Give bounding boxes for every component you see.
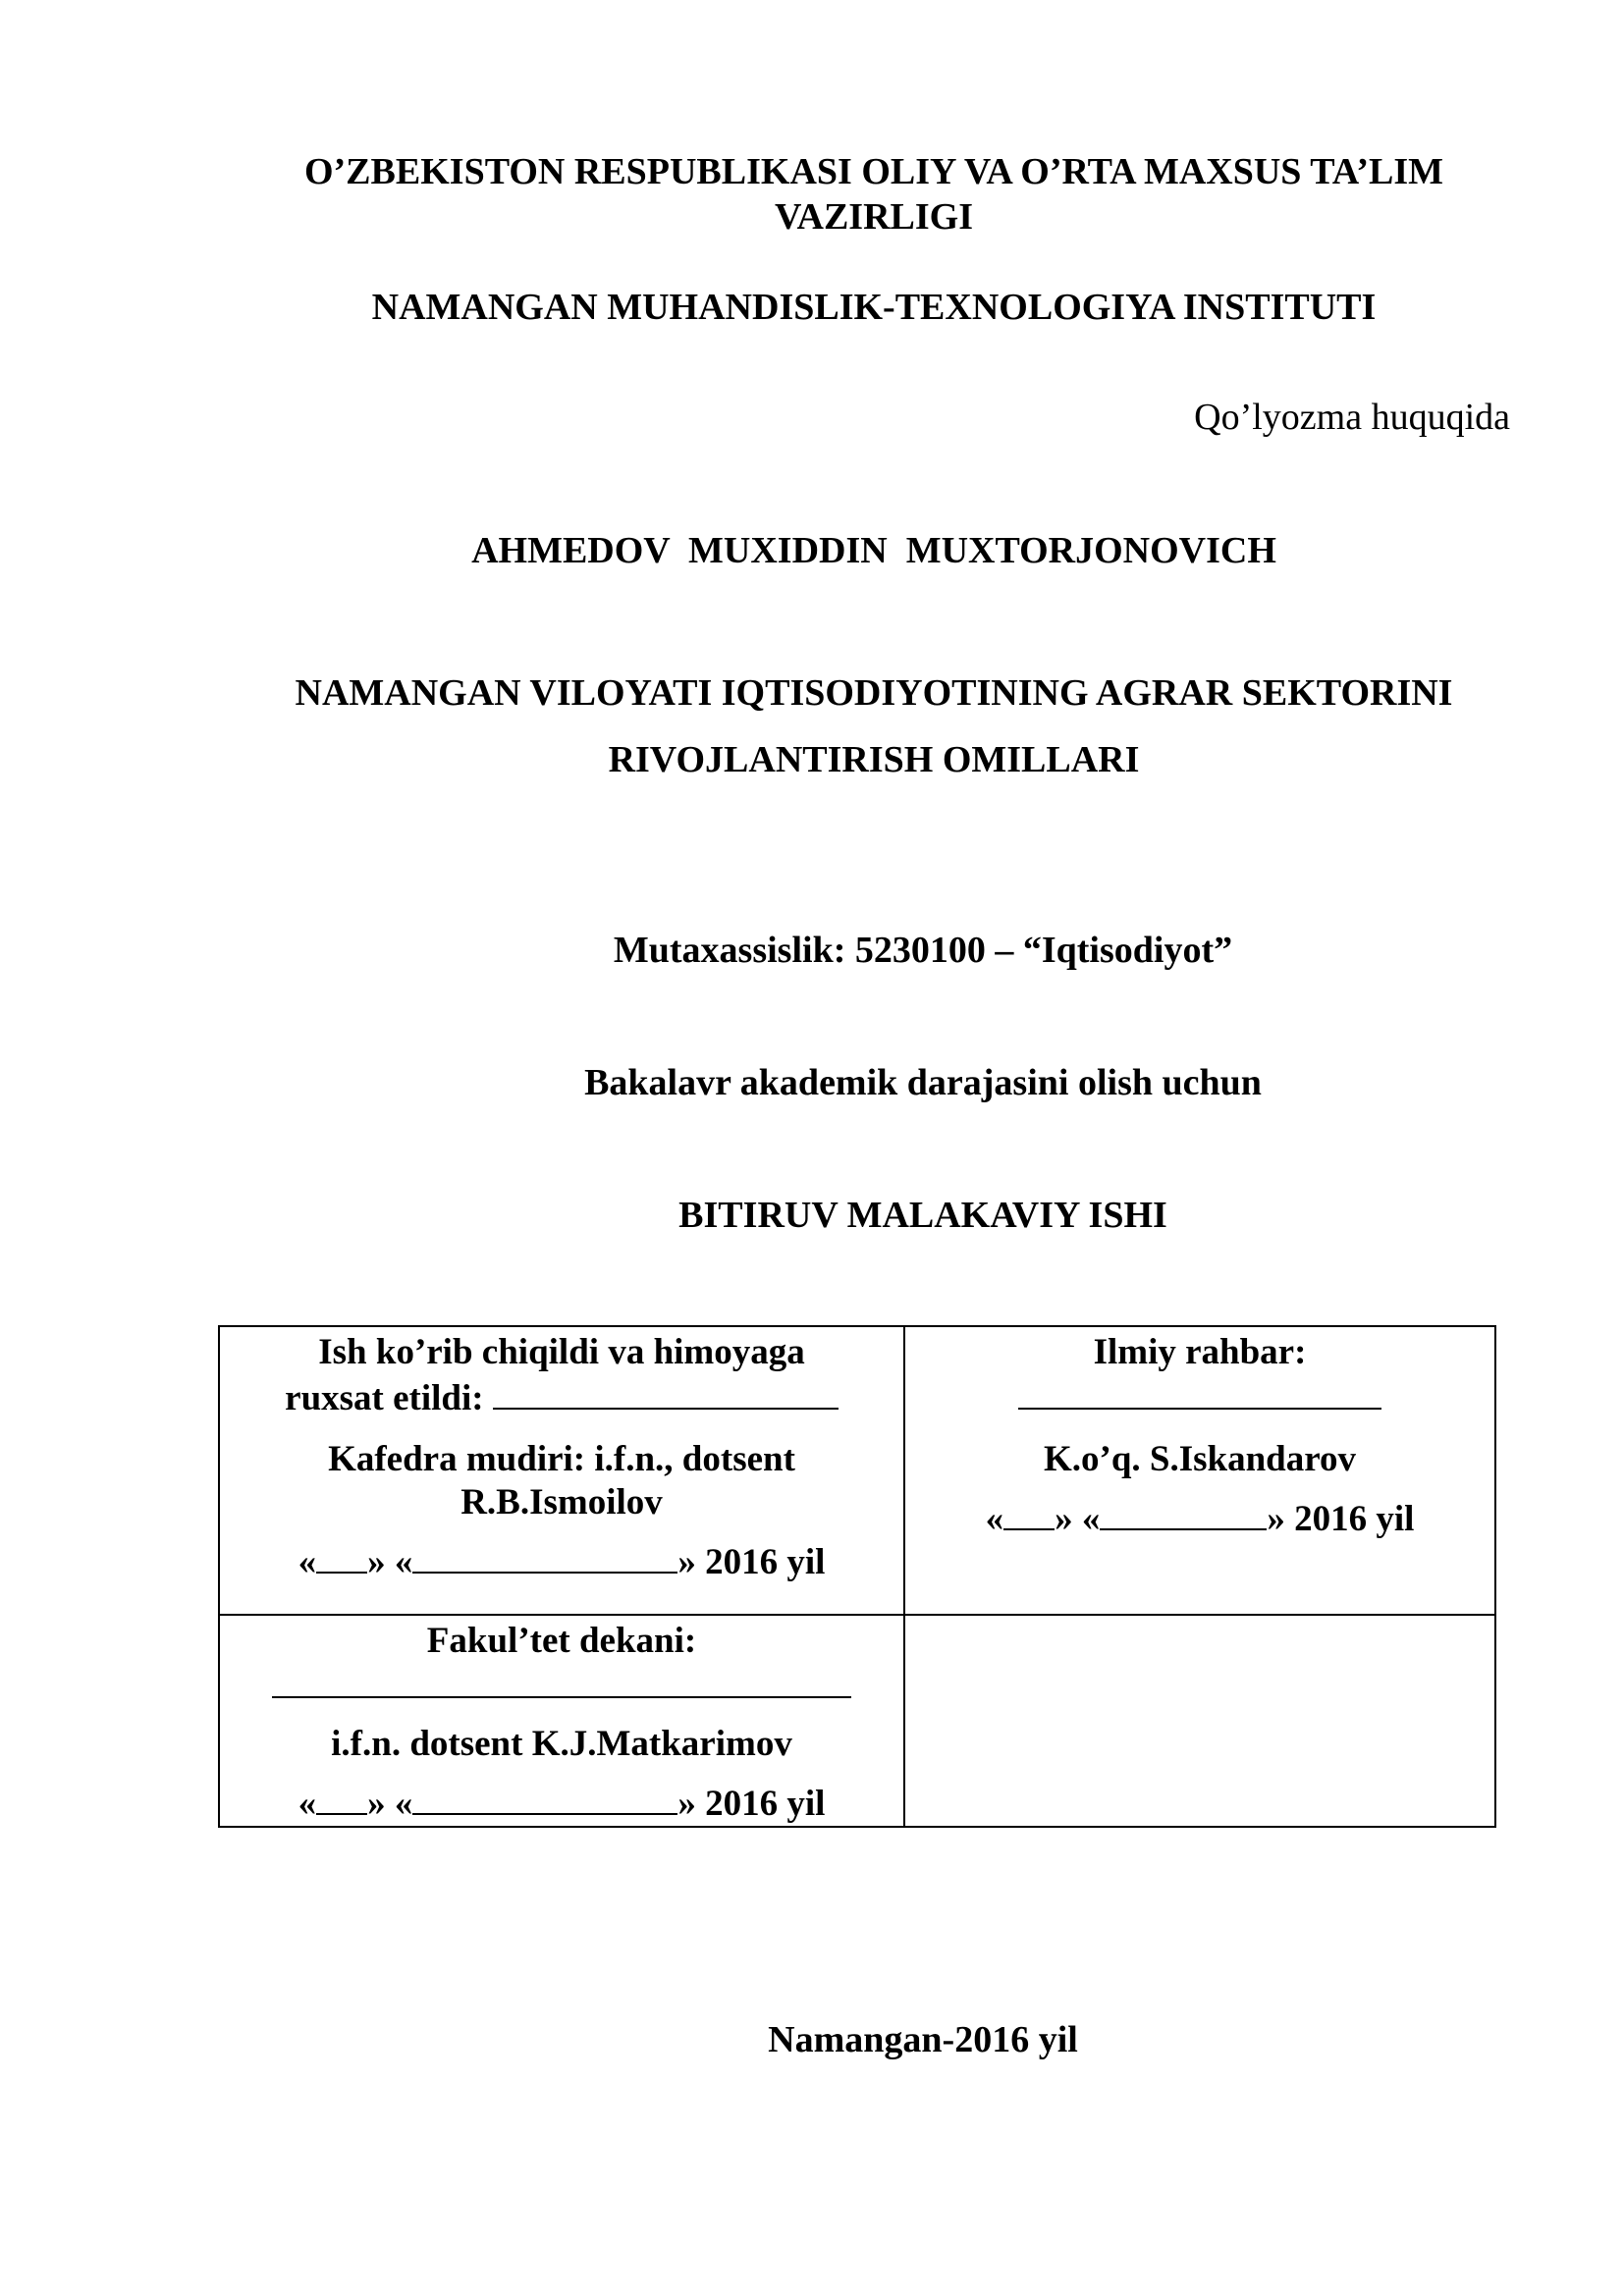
work-type: BITIRUV MALAKAVIY ISHI <box>678 1195 1167 1236</box>
degree-purpose: Bakalavr akademik darajasini olish uchun <box>584 1062 1262 1103</box>
month-blank <box>1100 1495 1267 1530</box>
approval-statement-line2 <box>240 1374 884 1420</box>
department-head-name: R.B.Ismoilov <box>460 1482 663 1522</box>
date-year: » 2016 yil <box>677 1542 826 1582</box>
city-year: Namangan-2016 yil <box>768 2019 1078 2060</box>
date-year: » 2016 yil <box>1267 1499 1415 1539</box>
date-year: » 2016 yil <box>677 1784 826 1824</box>
author-name: AHMEDOV MUXIDDIN MUXTORJONOVICH <box>471 530 1276 571</box>
day-blank <box>316 1538 367 1574</box>
supervisor-date-line <box>925 1495 1475 1541</box>
department-head-title: Kafedra mudiri: i.f.n., dotsent <box>328 1439 795 1479</box>
date-open-quote: « <box>298 1784 317 1824</box>
approval-row-1 <box>219 1326 1495 1615</box>
date-mid-quote: » « <box>367 1784 413 1824</box>
date-mid-quote: » « <box>367 1542 413 1582</box>
department-approval-cell <box>219 1326 904 1615</box>
approval-row-2 <box>219 1615 1495 1827</box>
month-blank <box>412 1780 677 1815</box>
dean-signature-row <box>240 1663 884 1709</box>
supervisor-signature-row <box>925 1374 1475 1420</box>
thesis-title: NAMANGAN VILOYATI IQTISODIYOTINING AGRAR SEKTORINI RIVOJLANTIRISH OMILLARI <box>295 672 1453 780</box>
manuscript-rights-note: Qo’lyozma huquqida <box>1194 397 1510 438</box>
date-open-quote: « <box>985 1499 1004 1539</box>
approval-table <box>218 1325 1496 1828</box>
signature-line <box>272 1663 851 1698</box>
supervisor-label: Ilmiy rahbar: <box>1093 1332 1307 1372</box>
approval-statement-text: ruxsat etildi: <box>285 1378 493 1418</box>
date-open-quote: « <box>298 1542 317 1582</box>
ministry-title: O’ZBEKISTON RESPUBLIKASI OLIY VA O’RTA MAXSUS TA’LIM VAZIRLIGI <box>303 151 1444 238</box>
dean-name: i.f.n. dotsent K.J.Matkarimov <box>331 1724 792 1764</box>
month-blank <box>412 1538 677 1574</box>
dean-label: Fakul’tet dekani: <box>426 1621 697 1661</box>
supervisor-cell <box>904 1326 1495 1615</box>
signature-line <box>1018 1374 1381 1410</box>
dean-cell <box>219 1615 904 1827</box>
approval-statement-line1: Ish ko’rib chiqildi va himoyaga <box>318 1332 805 1372</box>
day-blank <box>1003 1495 1055 1530</box>
specialty: Mutaxassislik: 5230100 – “Iqtisodiyot” <box>613 930 1233 971</box>
date-mid-quote: » « <box>1055 1499 1101 1539</box>
department-date-line <box>240 1538 884 1584</box>
dean-date-line <box>240 1780 884 1826</box>
supervisor-name: K.o’q. S.Iskandarov <box>1043 1439 1357 1479</box>
empty-cell <box>904 1615 1495 1827</box>
signature-line <box>493 1374 839 1410</box>
institute-name: NAMANGAN MUHANDISLIK-TEXNOLOGIYA INSTITUTI <box>371 287 1377 328</box>
day-blank <box>316 1780 367 1815</box>
